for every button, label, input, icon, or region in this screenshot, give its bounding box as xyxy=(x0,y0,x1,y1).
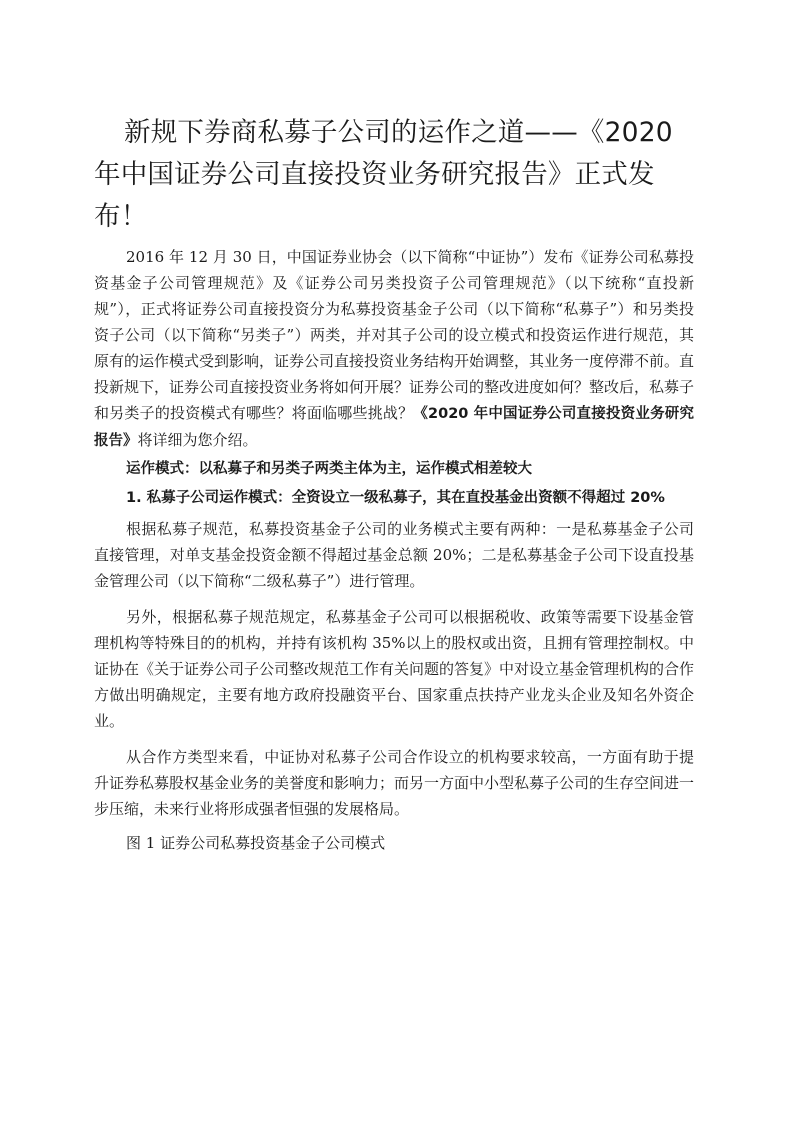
document-title: 新规下券商私募子公司的运作之道——《2020年中国证券公司直接投资业务研究报告》正式发布！ xyxy=(94,117,673,232)
section-heading: 运作模式：以私募子和另类子两类主体为主，运作模式相差较大 xyxy=(126,461,532,477)
body-paragraph: 根据私募子规范，私募投资基金子公司的业务模式主要有两种：一是私募基金子公司直接管理，对单支基金投资金额不得超过基金总额 20%；二是私募基金子公司下设直投基金管理公司（以下简称“二级私募子”）进行管理。 xyxy=(94,520,694,590)
body-paragraph: 从合作方类型来看，中证协对私募子公司合作设立的机构要求较高，一方面有助于提升证券私募股权基金业务的美誉度和影响力；而另一方面中小型私募子公司的生存空间进一步压缩，未来行业将形成强者恒强的发展格局。 xyxy=(94,748,695,818)
intro-tail: 将详细为您介绍。 xyxy=(137,431,258,449)
intro-paragraph xyxy=(94,244,694,454)
subsection-heading: 1. 私募子公司运作模式：全资设立一级私募子，其在直投基金出资额不得超过 20% xyxy=(126,490,665,506)
report-name: 《2020 年中国证券公司直接投资业务研究报告》 xyxy=(94,406,694,449)
intro-text: 2016 年 12 月 30 日，中国证券业协会（以下简称“中证协”）发布《证券公司私募投资基金子公司管理规范》及《证券公司另类投资子公司管理规范》（以下统称“直投新规”），正式将证券公司直接投资分为私募投资基金子公司（以下简称“私募子”）和另类投资子公司（以下简称“另类子”）两类，并对其子公司的设立模式和投资运作进行规范，其原有的运作模式受到影响，证券公司直接投资业务结构开始调整，其业务一度停滞不前。直投新规下，证券公司直接投资业务将如何开展？证券公司的整改进度如何？整改后，私募子和另类子的投资模式有哪些？将面临哪些挑战？ xyxy=(94,248,695,422)
figure-caption: 图 1 证券公司私募投资基金子公司模式 xyxy=(126,834,386,852)
document-page xyxy=(94,112,694,856)
body-paragraph: 另外，根据私募子规范规定，私募基金子公司可以根据税收、政策等需要下设基金管理机构等特殊目的的机构，并持有该机构 35%以上的股权或出资，且拥有管理控制权。中证协在《关于证券公司子公司整改规范工作有关问题的答复》中对设立基金管理机构的合作方做出明确规定，主要有地方政府投融资平台、国家重点扶持产业龙头企业及知名外资企业。 xyxy=(94,608,695,730)
